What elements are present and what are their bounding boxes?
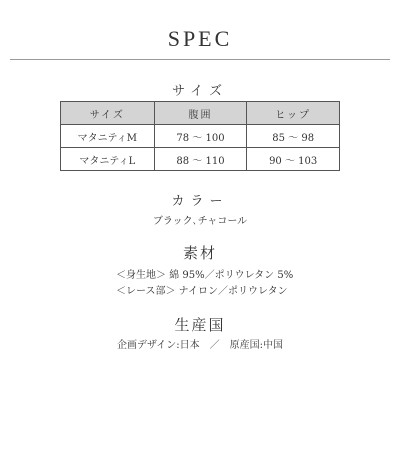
cell-size: マタニティM [61, 125, 155, 148]
cell-waist: 78 ～ 100 [154, 125, 247, 148]
color-value: ブラック､チャコール [152, 216, 248, 227]
size-table-header-row [61, 102, 340, 125]
size-heading: サイズ [172, 84, 228, 99]
cell-hip: 90 ～ 103 [247, 148, 340, 171]
header-size: サイズ [61, 102, 155, 125]
header-hip: ヒップ [247, 102, 340, 125]
page-title: SPEC [167, 26, 233, 51]
origin-heading: 生産国 [174, 316, 226, 334]
header-waist: 腹囲 [154, 102, 247, 125]
table-row [61, 125, 340, 148]
material-heading: 素材 [182, 244, 217, 262]
title-divider [10, 59, 390, 60]
color-heading: カラー [171, 194, 229, 209]
cell-size: マタニティL [61, 148, 155, 171]
size-table [60, 101, 340, 171]
material-line-lace: ＜レース部＞ ナイロン／ポリウレタン [116, 286, 288, 297]
cell-waist: 88 ～ 110 [154, 148, 247, 171]
table-row [61, 148, 340, 171]
cell-hip: 85 ～ 98 [247, 125, 340, 148]
material-line-body: ＜身生地＞ 綿 95%／ポリウレタン 5% [116, 270, 294, 281]
origin-value: 企画デザイン:日本 ／ 原産国:中国 [116, 340, 284, 351]
